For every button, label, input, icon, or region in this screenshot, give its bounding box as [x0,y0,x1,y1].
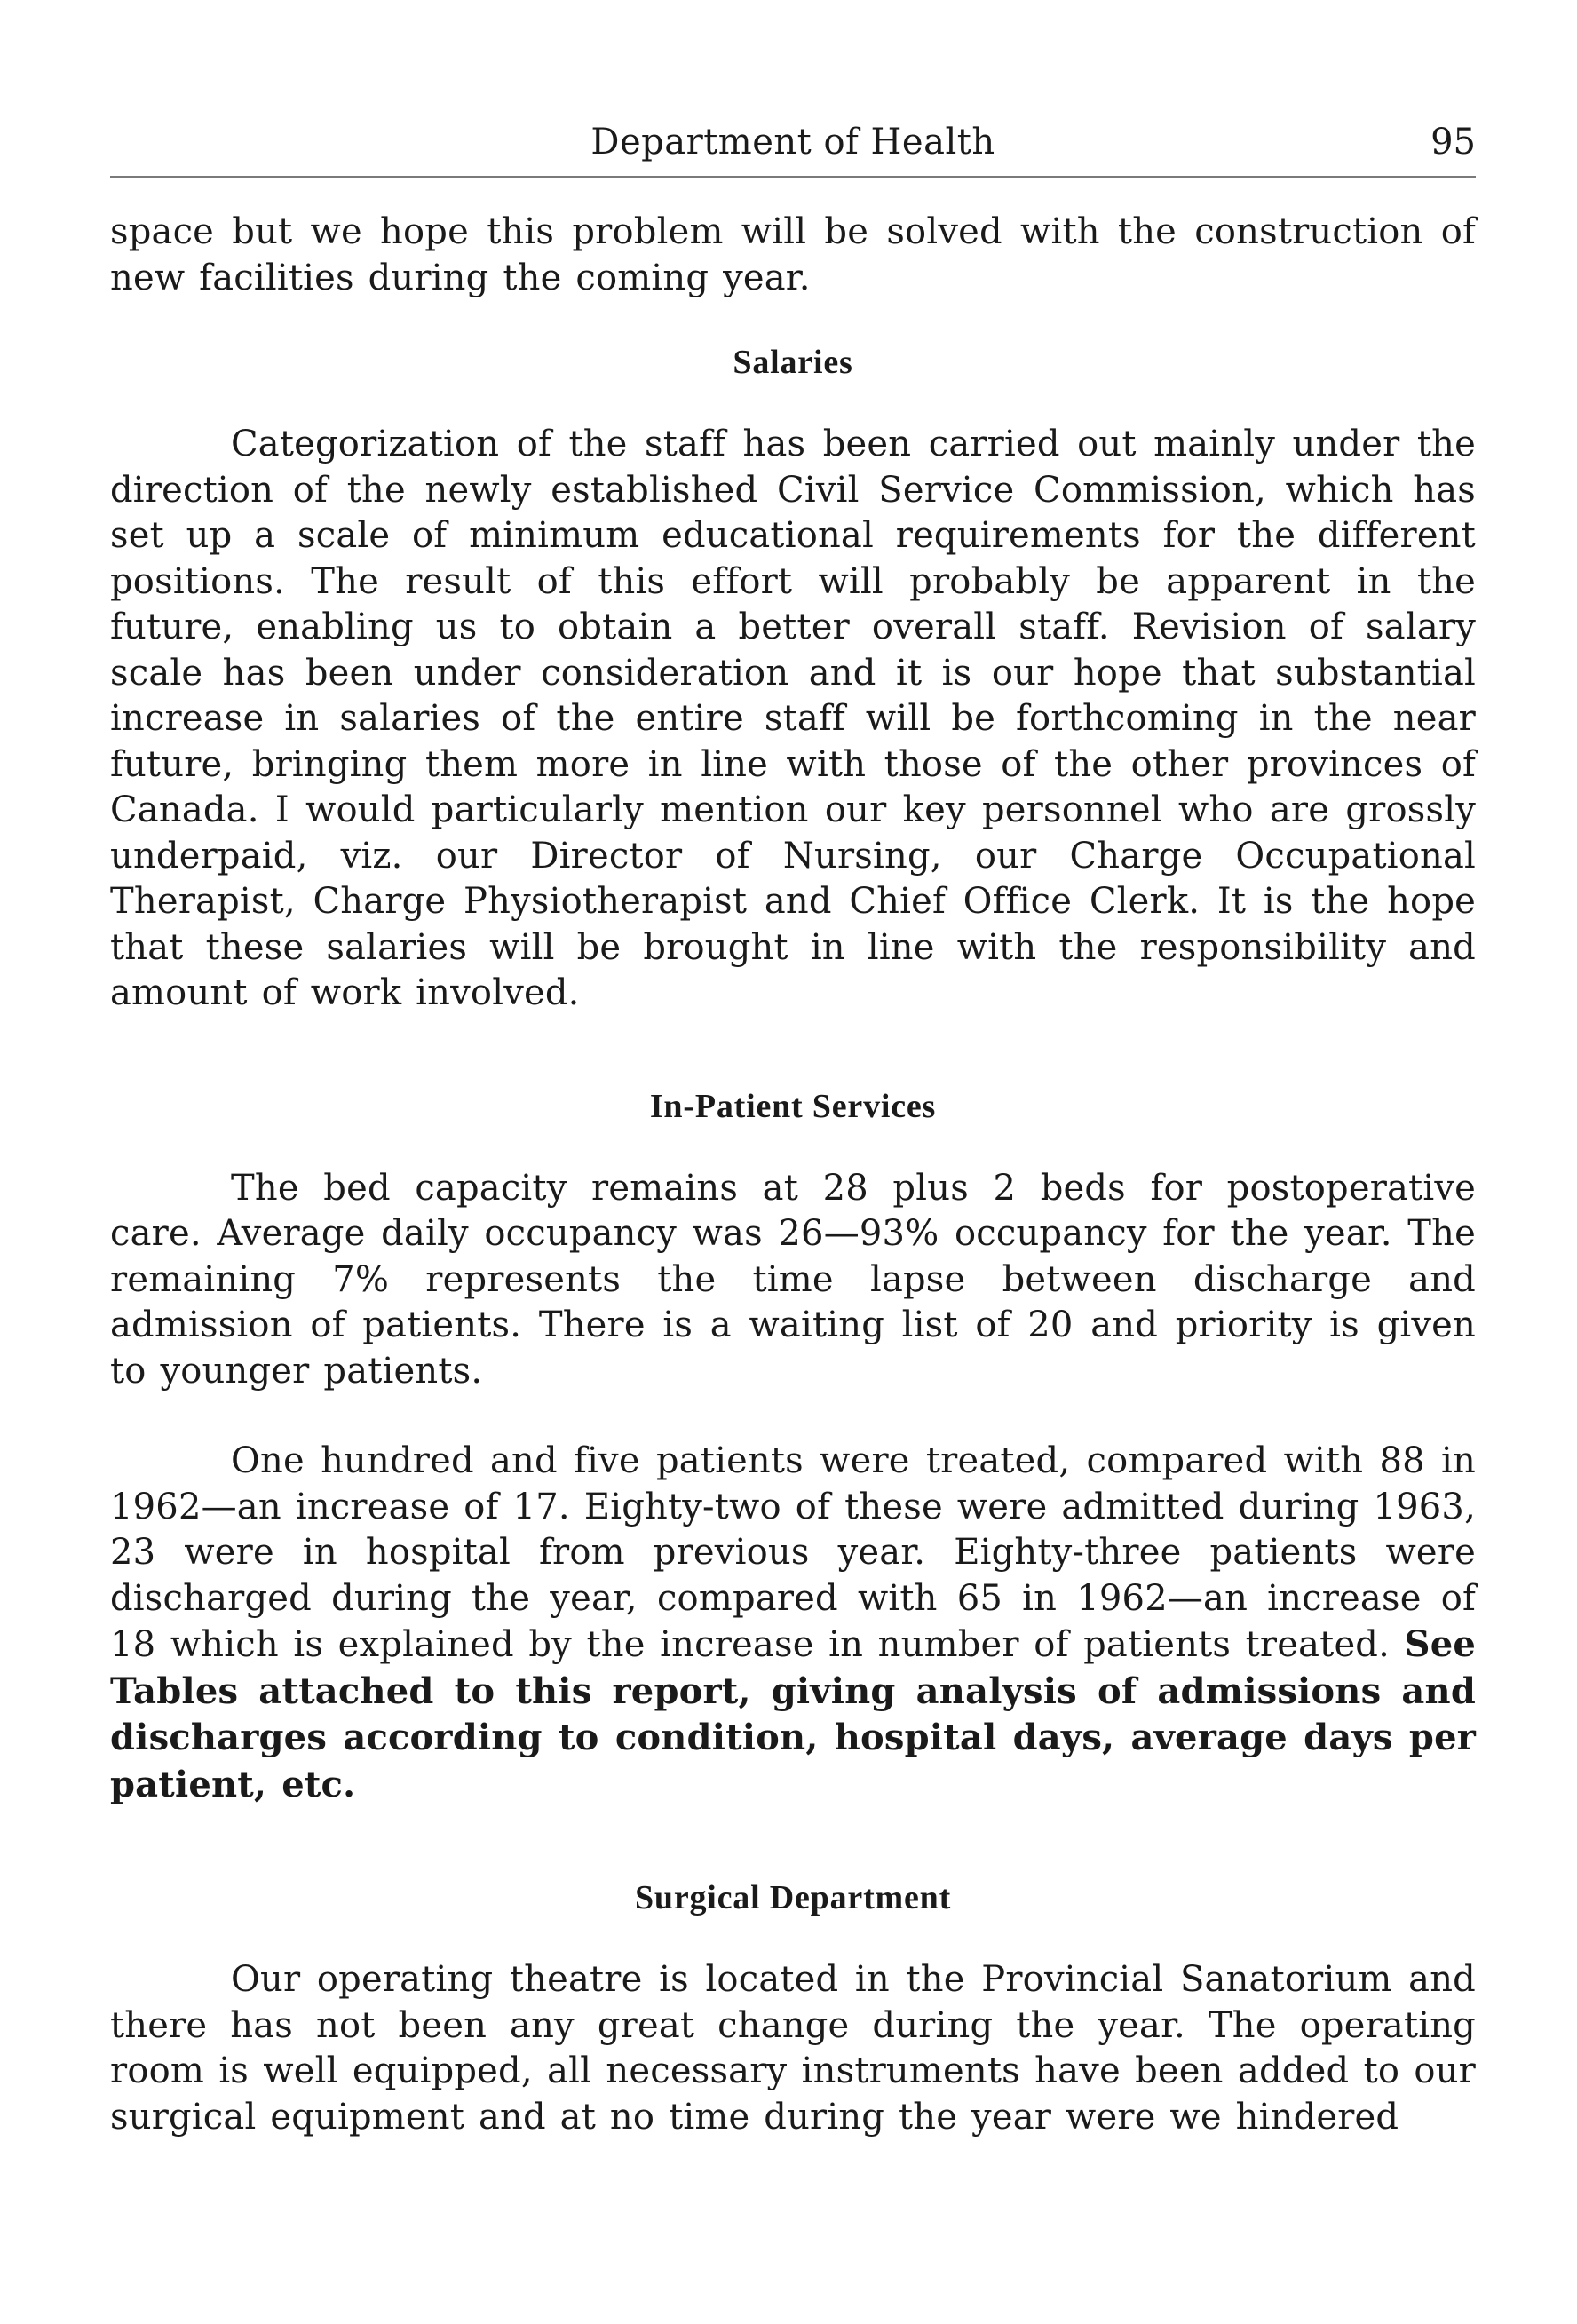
document-page [110,115,1476,2140]
tables-reference-note: See Tables attached to this report, giving analysis of admissions and discharges according to condition, hospital days, average days per patient, etc. [110,1623,1476,1805]
heading-surgical-department: Surgical Department [634,1879,952,1916]
heading-salaries: Salaries [733,344,853,381]
page-number: 95 [1430,122,1476,163]
in-patient-paragraph-1: The bed capacity remains at 28 plus 2 beds for postoperative care. Average daily occupancy was 26—93% occupancy for the year. The remaining 7% represents the time lapse between discharge and admission of patients. There is a waiting list of 20 and priority is given to younger patients. [110,1167,1476,1392]
in-patient-paragraph-2-text: One hundred and five patients were treated, compared with 88 in 1962—an increase of 17. Eighty-two of these were admitted during 1963, 23 were in hospital from previous year. Eighty-three patients were discharged during the year, compared with 65 in 1962—an increase of 18 which is explained by the increase in number of patients treated. [110,1440,1476,1665]
salaries-paragraph: Categorization of the staff has been carried out mainly under the direction of the newly established Civil Service Commission, which has set up a scale of minimum educational requirements for the different positions. The result of this effort will probably be apparent in the future, enabling us to obtain a better overall staff. Revision of salary scale has been under consideration and it is our hope that substantial increase in salaries of the entire staff will be forthcoming in the near future, bringing them more in line with those of the other provinces of Canada. I would particularly mention our key personnel who are grossly underpaid, viz. our Director of Nursing, our Charge Occupational Therapist, Charge Physiotherapist and Chief Office Clerk. It is the hope that these salaries will be brought in line with the responsibility and amount of work involved. [110,424,1476,1013]
header-title: Department of Health [590,122,995,163]
header-rule [110,176,1476,178]
in-patient-paragraph-2 [110,1439,1476,1808]
running-header [110,115,1476,169]
intro-paragraph: space but we hope this problem will be solved with the construction of new facilities during the coming year. [110,211,1476,298]
heading-in-patient-services: In-Patient Services [649,1087,937,1125]
surgical-paragraph: Our operating theatre is located in the Provincial Sanatorium and there has not been any great change during the year. The operating room is well equipped, all necessary instruments have been added to our surgical equipment and at no time during the year were we hindered [110,1959,1476,2138]
